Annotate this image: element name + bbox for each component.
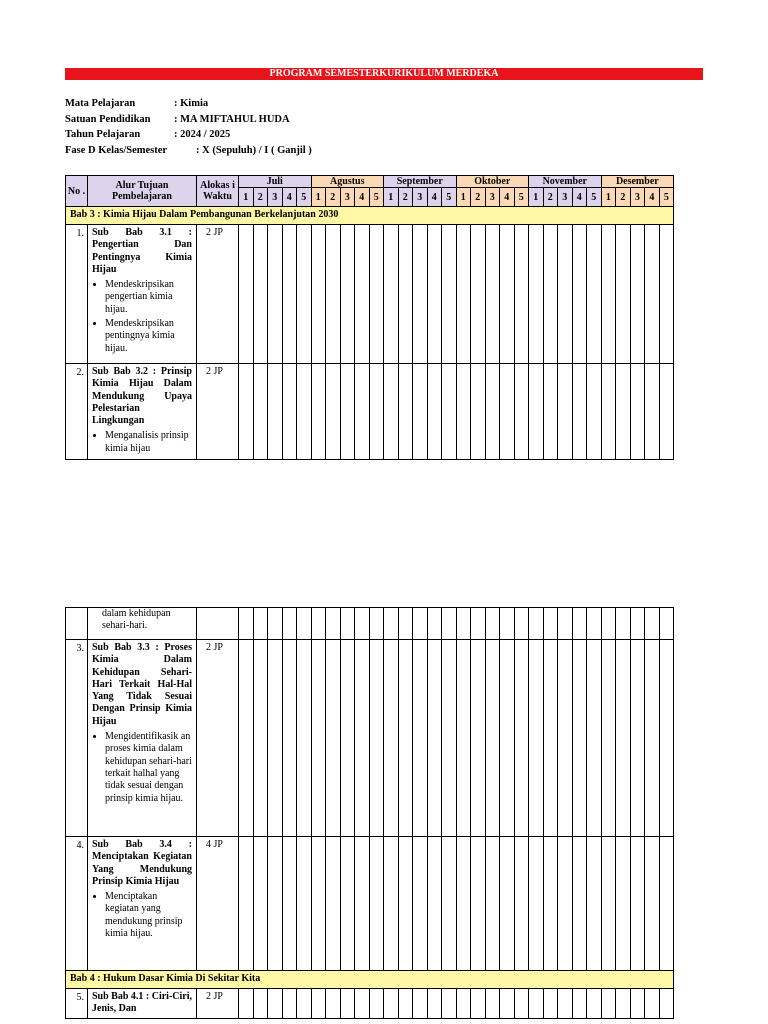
schedule-cell [630, 837, 645, 971]
schedule-table-continued [65, 607, 674, 1019]
table-row [66, 640, 674, 837]
schedule-cell [616, 364, 631, 460]
schedule-cell [239, 608, 254, 640]
schedule-cell [384, 989, 399, 1019]
schedule-cell [659, 608, 674, 640]
schedule-cell [297, 640, 312, 837]
schedule-cell [326, 225, 341, 364]
schedule-cell [587, 225, 602, 364]
week-header: 1 [239, 188, 254, 207]
schedule-cell [659, 989, 674, 1019]
row-number: 1. [66, 225, 88, 364]
objective-item: • Menganalisis prinsip kimia hijau [105, 430, 192, 455]
schedule-cell [369, 989, 384, 1019]
week-header: 1 [311, 188, 326, 207]
table-row [66, 364, 674, 460]
schedule-cell [398, 608, 413, 640]
schedule-cell [427, 225, 442, 364]
meta-label: Tahun Pelajaran [65, 129, 141, 140]
schedule-table [65, 175, 674, 460]
bab-title: Bab 3 : Kimia Hijau Dalam Pembangunan Berkelanjutan 2030 [66, 207, 674, 225]
schedule-cell [369, 225, 384, 364]
schedule-cell [369, 364, 384, 460]
schedule-cell [659, 225, 674, 364]
schedule-cell [471, 608, 486, 640]
schedule-cell [500, 608, 515, 640]
sub-bab-title: Sub Bab 3.3 : Proses Kimia Dalam Kehidupan Sehari-Hari Terkait Hal-Hal Yang Tidak Sesuai Dengan Prinsip Kimia Hijau [92, 642, 192, 727]
week-header: 1 [601, 188, 616, 207]
schedule-cell [326, 640, 341, 837]
schedule-cell [630, 364, 645, 460]
schedule-cell [282, 225, 297, 364]
schedule-cell [398, 364, 413, 460]
schedule-cell [384, 364, 399, 460]
schedule-cell [659, 364, 674, 460]
schedule-cell [587, 608, 602, 640]
schedule-cell [413, 608, 428, 640]
schedule-cell [572, 608, 587, 640]
schedule-cell [471, 640, 486, 837]
bab-title: Bab 4 : Hukum Dasar Kimia Di Sekitar Kita [66, 971, 674, 989]
schedule-cell [645, 837, 660, 971]
schedule-cell [601, 640, 616, 837]
schedule-cell [355, 837, 370, 971]
schedule-cell [558, 225, 573, 364]
week-header: 3 [630, 188, 645, 207]
schedule-cell [369, 837, 384, 971]
schedule-cell [355, 364, 370, 460]
schedule-cell [340, 837, 355, 971]
schedule-cell [427, 608, 442, 640]
schedule-cell [616, 989, 631, 1019]
week-header: 2 [253, 188, 268, 207]
week-header: 2 [616, 188, 631, 207]
week-header: 2 [471, 188, 486, 207]
schedule-cell [297, 364, 312, 460]
schedule-cell [471, 225, 486, 364]
schedule-cell [500, 364, 515, 460]
schedule-cell [630, 225, 645, 364]
schedule-cell [529, 837, 544, 971]
schedule-cell [311, 608, 326, 640]
alokasi-cell: 2 JP [197, 640, 239, 837]
schedule-cell [485, 640, 500, 837]
schedule-cell [311, 989, 326, 1019]
alokasi-cell: 4 JP [197, 837, 239, 971]
week-header: 3 [268, 188, 283, 207]
schedule-cell [471, 364, 486, 460]
schedule-cell [239, 989, 254, 1019]
week-header: 4 [282, 188, 297, 207]
schedule-cell [587, 989, 602, 1019]
schedule-cell [297, 225, 312, 364]
schedule-cell [369, 608, 384, 640]
alur-cell [88, 640, 197, 837]
schedule-cell [514, 989, 529, 1019]
schedule-cell [239, 837, 254, 971]
objective-item: • Mendeskripsikan pentingnya kimia hijau. [105, 318, 192, 355]
schedule-cell [456, 608, 471, 640]
schedule-cell [601, 989, 616, 1019]
schedule-cell [456, 837, 471, 971]
objective-item: • Mengidentifikasik an proses kimia dalam kehidupan sehari-hari terkait halhal yang tidak sesuai dengan prinsip kimia hijau. [105, 731, 192, 805]
week-header: 5 [369, 188, 384, 207]
schedule-cell [311, 364, 326, 460]
alur-cell [88, 225, 197, 364]
schedule-cell [268, 640, 283, 837]
meta-label: Mata Pelajaran [65, 98, 136, 109]
week-header: 1 [456, 188, 471, 207]
schedule-cell [413, 364, 428, 460]
schedule-cell [239, 364, 254, 460]
sub-bab-title: Sub Bab 3.2 : Prinsip Kimia Hijau Dalam Mendukung Upaya Pelestarian Lingkungan [92, 366, 192, 427]
schedule-cell [253, 640, 268, 837]
meta-value: : X (Sepuluh) / I ( Ganjil ) [196, 144, 312, 156]
schedule-cell [645, 364, 660, 460]
schedule-cell [311, 225, 326, 364]
header-row-months [66, 176, 674, 188]
schedule-cell [601, 608, 616, 640]
schedule-cell [587, 640, 602, 837]
week-header: 2 [326, 188, 341, 207]
alur-cell [88, 989, 197, 1019]
schedule-cell [529, 364, 544, 460]
table-row [66, 225, 674, 364]
schedule-cell [326, 608, 341, 640]
schedule-cell [543, 989, 558, 1019]
schedule-cell [659, 640, 674, 837]
schedule-cell [601, 225, 616, 364]
schedule-cell [529, 989, 544, 1019]
table-row [66, 608, 674, 640]
schedule-cell [442, 364, 457, 460]
schedule-cell [384, 608, 399, 640]
schedule-cell [645, 608, 660, 640]
week-header: 4 [500, 188, 515, 207]
schedule-cell [558, 640, 573, 837]
schedule-cell [442, 837, 457, 971]
month-header: Desember [601, 176, 674, 188]
schedule-cell [543, 225, 558, 364]
meta-value: : 2024 / 2025 [174, 129, 231, 140]
schedule-cell [514, 225, 529, 364]
schedule-cell [355, 989, 370, 1019]
col-alur-header: Alur Tujuan Pembelajaran [88, 176, 197, 207]
schedule-cell [616, 225, 631, 364]
schedule-cell [326, 989, 341, 1019]
continuation-text: dalam kehidupan sehari-hari. [88, 608, 197, 640]
meta-value: : Kimia [174, 98, 209, 109]
week-header: 5 [514, 188, 529, 207]
sub-bab-title: Sub Bab 3.1 : Pengertian Dan Pentingnya Kimia Hijau [92, 227, 192, 275]
schedule-cell [311, 837, 326, 971]
objective-item: • Mendeskripsikan pengertian kimia hijau. [105, 279, 192, 316]
schedule-cell [239, 225, 254, 364]
schedule-cell [514, 837, 529, 971]
schedule-cell [326, 837, 341, 971]
meta-label: Satuan Pendidikan [65, 113, 151, 125]
bab-row [66, 971, 674, 989]
alokasi-cell-empty [197, 608, 239, 640]
meta-value: : MA MIFTAHUL HUDA [174, 113, 290, 125]
schedule-cell [297, 608, 312, 640]
schedule-cell [572, 364, 587, 460]
week-header: 3 [558, 188, 573, 207]
schedule-cell [442, 640, 457, 837]
alur-cell [88, 837, 197, 971]
schedule-cell [355, 640, 370, 837]
schedule-cell [558, 837, 573, 971]
schedule-cell [398, 837, 413, 971]
schedule-cell [442, 989, 457, 1019]
schedule-cell [558, 989, 573, 1019]
schedule-cell [384, 225, 399, 364]
schedule-cell [355, 608, 370, 640]
schedule-cell [355, 225, 370, 364]
schedule-cell [398, 225, 413, 364]
schedule-cell [558, 608, 573, 640]
schedule-cell [398, 640, 413, 837]
table-row [66, 989, 674, 1019]
week-header: 3 [413, 188, 428, 207]
schedule-cell [558, 364, 573, 460]
week-header: 2 [543, 188, 558, 207]
schedule-cell [630, 640, 645, 837]
schedule-cell [601, 364, 616, 460]
schedule-cell [427, 989, 442, 1019]
row-number: 2. [66, 364, 88, 460]
objective-list [92, 279, 192, 355]
schedule-cell [601, 837, 616, 971]
schedule-cell [369, 640, 384, 837]
row-number: 5. [66, 989, 88, 1019]
schedule-cell [630, 608, 645, 640]
schedule-cell [456, 989, 471, 1019]
alur-cell [88, 364, 197, 460]
col-alokasi-header: Alokas i Waktu [197, 176, 239, 207]
schedule-cell [427, 364, 442, 460]
schedule-cell [268, 837, 283, 971]
schedule-cell [442, 608, 457, 640]
schedule-cell [645, 989, 660, 1019]
schedule-cell [630, 989, 645, 1019]
schedule-cell [384, 837, 399, 971]
schedule-cell [384, 640, 399, 837]
schedule-cell [572, 225, 587, 364]
schedule-cell [268, 989, 283, 1019]
schedule-cell [616, 640, 631, 837]
schedule-cell [500, 989, 515, 1019]
schedule-cell [253, 989, 268, 1019]
schedule-cell [311, 640, 326, 837]
month-header: September [384, 176, 457, 188]
schedule-cell [297, 989, 312, 1019]
schedule-cell [427, 837, 442, 971]
month-header: Juli [239, 176, 312, 188]
bab-row [66, 207, 674, 225]
objective-list [92, 731, 192, 805]
schedule-cell [485, 989, 500, 1019]
month-header: Agustus [311, 176, 384, 188]
schedule-cell [268, 225, 283, 364]
week-header: 3 [485, 188, 500, 207]
schedule-cell [427, 640, 442, 837]
schedule-cell [500, 837, 515, 971]
table-row [66, 837, 674, 971]
schedule-cell [529, 640, 544, 837]
schedule-cell [442, 225, 457, 364]
schedule-cell [253, 364, 268, 460]
schedule-cell [485, 364, 500, 460]
week-header: 5 [297, 188, 312, 207]
schedule-cell [514, 364, 529, 460]
week-header: 4 [645, 188, 660, 207]
schedule-cell [456, 364, 471, 460]
schedule-cell [543, 608, 558, 640]
month-header: Oktober [456, 176, 529, 188]
schedule-cell [340, 608, 355, 640]
schedule-cell [514, 640, 529, 837]
schedule-cell [485, 837, 500, 971]
schedule-cell [398, 989, 413, 1019]
schedule-cell [268, 608, 283, 640]
schedule-cell [340, 989, 355, 1019]
week-header: 5 [587, 188, 602, 207]
schedule-cell [543, 364, 558, 460]
schedule-cell [471, 837, 486, 971]
row-number-empty [66, 608, 88, 640]
schedule-cell [340, 640, 355, 837]
month-header: November [529, 176, 602, 188]
schedule-cell [485, 608, 500, 640]
schedule-cell [471, 989, 486, 1019]
schedule-cell [587, 364, 602, 460]
week-header: 5 [659, 188, 674, 207]
schedule-cell [529, 225, 544, 364]
schedule-cell [340, 364, 355, 460]
week-header: 1 [529, 188, 544, 207]
objective-list [92, 430, 192, 455]
row-number: 3. [66, 640, 88, 837]
schedule-cell [282, 989, 297, 1019]
schedule-cell [514, 608, 529, 640]
page-title: PROGRAM SEMESTERKURIKULUM MERDEKA [65, 68, 703, 80]
week-header: 5 [442, 188, 457, 207]
schedule-cell [282, 837, 297, 971]
sub-bab-title: Sub Bab 4.1 : Ciri-Ciri, Jenis, Dan [92, 991, 193, 1015]
schedule-cell [485, 225, 500, 364]
schedule-cell [253, 225, 268, 364]
schedule-cell [616, 608, 631, 640]
schedule-cell [616, 837, 631, 971]
schedule-cell [253, 837, 268, 971]
schedule-cell [572, 640, 587, 837]
schedule-cell [529, 608, 544, 640]
schedule-cell [340, 225, 355, 364]
schedule-cell [413, 640, 428, 837]
week-header: 3 [340, 188, 355, 207]
schedule-cell [543, 837, 558, 971]
row-number: 4. [66, 837, 88, 971]
week-header: 2 [398, 188, 413, 207]
meta-label: Fase D Kelas/Semester [65, 144, 168, 156]
col-no-header: No . [66, 176, 88, 207]
schedule-cell [572, 989, 587, 1019]
schedule-cell [413, 225, 428, 364]
alokasi-cell: 2 JP [197, 989, 239, 1019]
schedule-cell [239, 640, 254, 837]
objective-item: • Menciptakan kegiatan yang mendukung prinsip kimia hijau. [105, 891, 192, 940]
schedule-cell [282, 364, 297, 460]
sub-bab-title: Sub Bab 3.4 : Menciptakan Kegiatan Yang Mendukung Prinsip Kimia Hijau [92, 839, 192, 887]
alokasi-cell: 2 JP [197, 225, 239, 364]
week-header: 4 [355, 188, 370, 207]
schedule-cell [587, 837, 602, 971]
schedule-cell [413, 989, 428, 1019]
schedule-cell [297, 837, 312, 971]
schedule-cell [572, 837, 587, 971]
schedule-cell [645, 640, 660, 837]
schedule-cell [659, 837, 674, 971]
schedule-cell [456, 640, 471, 837]
alokasi-cell: 2 JP [197, 364, 239, 460]
schedule-cell [456, 225, 471, 364]
objective-list [92, 891, 192, 940]
schedule-cell [543, 640, 558, 837]
schedule-cell [645, 225, 660, 364]
schedule-cell [253, 608, 268, 640]
schedule-cell [500, 225, 515, 364]
schedule-cell [268, 364, 283, 460]
week-header: 4 [572, 188, 587, 207]
week-header: 1 [384, 188, 399, 207]
schedule-cell [326, 364, 341, 460]
schedule-cell [413, 837, 428, 971]
week-header: 4 [427, 188, 442, 207]
schedule-cell [282, 640, 297, 837]
schedule-cell [500, 640, 515, 837]
schedule-cell [282, 608, 297, 640]
